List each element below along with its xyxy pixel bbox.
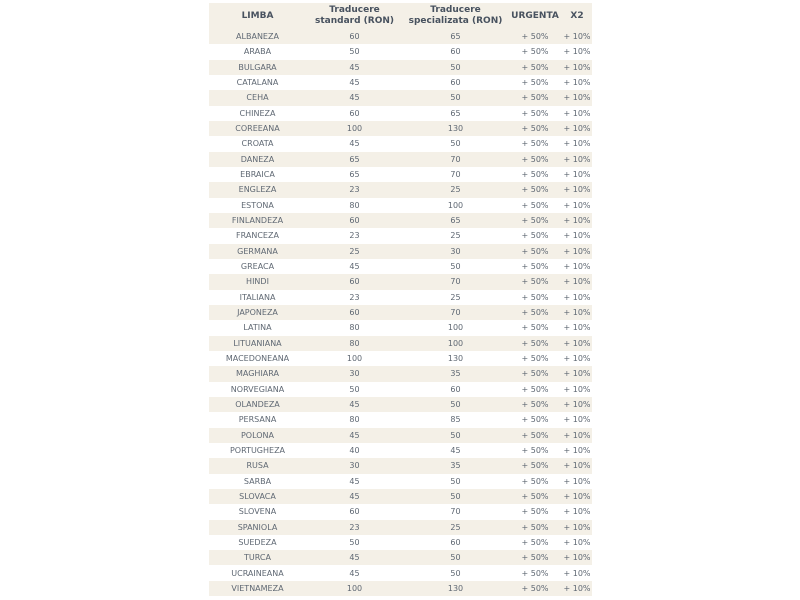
cell-urgent: + 50%	[508, 60, 562, 75]
cell-urgent: + 50%	[508, 244, 562, 259]
cell-x2: + 10%	[562, 351, 592, 366]
cell-specialized-price: 130	[403, 581, 508, 596]
cell-standard-price: 80	[306, 412, 403, 427]
cell-language: UCRAINEANA	[209, 565, 306, 580]
table-row	[209, 565, 592, 580]
cell-x2: + 10%	[562, 213, 592, 228]
table-row	[209, 60, 592, 75]
cell-language: HINDI	[209, 274, 306, 289]
cell-urgent: + 50%	[508, 336, 562, 351]
table-body	[209, 29, 592, 596]
cell-x2: + 10%	[562, 90, 592, 105]
cell-x2: + 10%	[562, 152, 592, 167]
cell-standard-price: 65	[306, 167, 403, 182]
cell-specialized-price: 100	[403, 198, 508, 213]
cell-specialized-price: 25	[403, 228, 508, 243]
table-row	[209, 259, 592, 274]
cell-language: EBRAICA	[209, 167, 306, 182]
cell-urgent: + 50%	[508, 29, 562, 44]
cell-specialized-price: 35	[403, 458, 508, 473]
table-row	[209, 136, 592, 151]
table-row	[209, 336, 592, 351]
header-language-label: LIMBA	[241, 10, 274, 21]
cell-urgent: + 50%	[508, 397, 562, 412]
cell-urgent: + 50%	[508, 305, 562, 320]
cell-specialized-price: 35	[403, 366, 508, 381]
table-row	[209, 182, 592, 197]
cell-specialized-price: 100	[403, 336, 508, 351]
table-row	[209, 152, 592, 167]
cell-urgent: + 50%	[508, 412, 562, 427]
cell-language: CROATA	[209, 136, 306, 151]
cell-specialized-price: 85	[403, 412, 508, 427]
table-row	[209, 443, 592, 458]
cell-specialized-price: 50	[403, 428, 508, 443]
table-row	[209, 228, 592, 243]
cell-urgent: + 50%	[508, 136, 562, 151]
cell-specialized-price: 50	[403, 259, 508, 274]
cell-specialized-price: 25	[403, 520, 508, 535]
cell-specialized-price: 70	[403, 167, 508, 182]
cell-standard-price: 45	[306, 428, 403, 443]
cell-standard-price: 45	[306, 60, 403, 75]
cell-urgent: + 50%	[508, 489, 562, 504]
cell-standard-price: 80	[306, 198, 403, 213]
cell-standard-price: 45	[306, 550, 403, 565]
cell-specialized-price: 65	[403, 29, 508, 44]
table-row	[209, 520, 592, 535]
table-row	[209, 351, 592, 366]
cell-x2: + 10%	[562, 320, 592, 335]
table-row	[209, 305, 592, 320]
table-row	[209, 489, 592, 504]
header-specialized-line2: specializata (RON)	[408, 16, 503, 26]
header-urgent-label: URGENTA	[511, 10, 559, 21]
cell-language: ARABA	[209, 44, 306, 59]
cell-language: GERMANA	[209, 244, 306, 259]
cell-specialized-price: 25	[403, 182, 508, 197]
cell-standard-price: 30	[306, 366, 403, 381]
header-specialized-line1: Traducere	[430, 5, 481, 15]
cell-x2: + 10%	[562, 198, 592, 213]
cell-language: NORVEGIANA	[209, 382, 306, 397]
cell-language: OLANDEZA	[209, 397, 306, 412]
cell-standard-price: 23	[306, 520, 403, 535]
cell-specialized-price: 50	[403, 474, 508, 489]
cell-x2: + 10%	[562, 259, 592, 274]
cell-specialized-price: 65	[403, 213, 508, 228]
cell-x2: + 10%	[562, 336, 592, 351]
table-row	[209, 75, 592, 90]
cell-x2: + 10%	[562, 535, 592, 550]
cell-x2: + 10%	[562, 581, 592, 596]
cell-specialized-price: 100	[403, 320, 508, 335]
cell-specialized-price: 70	[403, 274, 508, 289]
cell-x2: + 10%	[562, 550, 592, 565]
cell-language: SARBA	[209, 474, 306, 489]
cell-x2: + 10%	[562, 106, 592, 121]
table-row	[209, 44, 592, 59]
cell-standard-price: 45	[306, 136, 403, 151]
cell-urgent: + 50%	[508, 121, 562, 136]
cell-urgent: + 50%	[508, 228, 562, 243]
table-row	[209, 382, 592, 397]
table-row	[209, 90, 592, 105]
cell-specialized-price: 70	[403, 152, 508, 167]
table-row	[209, 213, 592, 228]
cell-standard-price: 100	[306, 121, 403, 136]
cell-standard-price: 60	[306, 213, 403, 228]
price-table	[209, 3, 592, 596]
cell-x2: + 10%	[562, 290, 592, 305]
cell-standard-price: 45	[306, 75, 403, 90]
cell-specialized-price: 60	[403, 75, 508, 90]
table-row	[209, 121, 592, 136]
table-row	[209, 397, 592, 412]
header-x2	[562, 3, 592, 29]
cell-specialized-price: 130	[403, 351, 508, 366]
cell-language: PERSANA	[209, 412, 306, 427]
cell-urgent: + 50%	[508, 565, 562, 580]
cell-language: SLOVACA	[209, 489, 306, 504]
cell-language: PORTUGHEZA	[209, 443, 306, 458]
cell-language: MACEDONEANA	[209, 351, 306, 366]
cell-language: ESTONA	[209, 198, 306, 213]
cell-x2: + 10%	[562, 474, 592, 489]
cell-standard-price: 60	[306, 274, 403, 289]
header-specialized	[403, 3, 508, 29]
table-row	[209, 458, 592, 473]
table-header	[209, 3, 592, 29]
cell-language: GREACA	[209, 259, 306, 274]
cell-specialized-price: 50	[403, 90, 508, 105]
cell-standard-price: 45	[306, 565, 403, 580]
cell-urgent: + 50%	[508, 182, 562, 197]
cell-specialized-price: 50	[403, 136, 508, 151]
cell-specialized-price: 50	[403, 489, 508, 504]
cell-x2: + 10%	[562, 565, 592, 580]
header-language	[209, 3, 306, 29]
cell-language: FINLANDEZA	[209, 213, 306, 228]
cell-x2: + 10%	[562, 366, 592, 381]
cell-x2: + 10%	[562, 167, 592, 182]
table-row	[209, 290, 592, 305]
cell-specialized-price: 25	[403, 290, 508, 305]
cell-urgent: + 50%	[508, 458, 562, 473]
cell-specialized-price: 50	[403, 60, 508, 75]
cell-urgent: + 50%	[508, 581, 562, 596]
cell-standard-price: 23	[306, 182, 403, 197]
header-standard-line2: standard (RON)	[314, 16, 394, 26]
cell-x2: + 10%	[562, 412, 592, 427]
cell-x2: + 10%	[562, 29, 592, 44]
cell-language: BULGARA	[209, 60, 306, 75]
cell-language: LATINA	[209, 320, 306, 335]
cell-specialized-price: 50	[403, 565, 508, 580]
table-row	[209, 198, 592, 213]
cell-urgent: + 50%	[508, 198, 562, 213]
cell-x2: + 10%	[562, 136, 592, 151]
cell-specialized-price: 70	[403, 504, 508, 519]
cell-language: ENGLEZA	[209, 182, 306, 197]
cell-urgent: + 50%	[508, 75, 562, 90]
table-row	[209, 320, 592, 335]
cell-x2: + 10%	[562, 44, 592, 59]
cell-language: MAGHIARA	[209, 366, 306, 381]
cell-x2: + 10%	[562, 274, 592, 289]
cell-x2: + 10%	[562, 397, 592, 412]
cell-standard-price: 30	[306, 458, 403, 473]
cell-specialized-price: 30	[403, 244, 508, 259]
header-standard-line1: Traducere	[329, 5, 380, 15]
cell-x2: + 10%	[562, 60, 592, 75]
cell-x2: + 10%	[562, 443, 592, 458]
table-row	[209, 581, 592, 596]
table-row	[209, 550, 592, 565]
cell-urgent: + 50%	[508, 474, 562, 489]
cell-specialized-price: 45	[403, 443, 508, 458]
cell-language: TURCA	[209, 550, 306, 565]
header-row	[209, 3, 592, 29]
table-row	[209, 474, 592, 489]
cell-standard-price: 25	[306, 244, 403, 259]
cell-specialized-price: 60	[403, 535, 508, 550]
cell-x2: + 10%	[562, 228, 592, 243]
cell-standard-price: 80	[306, 320, 403, 335]
cell-language: POLONA	[209, 428, 306, 443]
table-row	[209, 366, 592, 381]
cell-standard-price: 40	[306, 443, 403, 458]
cell-urgent: + 50%	[508, 520, 562, 535]
cell-specialized-price: 70	[403, 305, 508, 320]
cell-urgent: + 50%	[508, 550, 562, 565]
table-row	[209, 244, 592, 259]
cell-specialized-price: 60	[403, 382, 508, 397]
cell-standard-price: 45	[306, 259, 403, 274]
cell-x2: + 10%	[562, 382, 592, 397]
cell-language: CEHA	[209, 90, 306, 105]
cell-urgent: + 50%	[508, 213, 562, 228]
cell-standard-price: 45	[306, 474, 403, 489]
cell-urgent: + 50%	[508, 259, 562, 274]
cell-standard-price: 100	[306, 581, 403, 596]
cell-x2: + 10%	[562, 121, 592, 136]
cell-standard-price: 100	[306, 351, 403, 366]
header-standard	[306, 3, 403, 29]
cell-urgent: + 50%	[508, 504, 562, 519]
cell-standard-price: 60	[306, 305, 403, 320]
cell-standard-price: 50	[306, 44, 403, 59]
cell-x2: + 10%	[562, 489, 592, 504]
cell-urgent: + 50%	[508, 443, 562, 458]
cell-language: LITUANIANA	[209, 336, 306, 351]
cell-x2: + 10%	[562, 504, 592, 519]
cell-specialized-price: 130	[403, 121, 508, 136]
cell-specialized-price: 50	[403, 550, 508, 565]
cell-language: DANEZA	[209, 152, 306, 167]
table-row	[209, 29, 592, 44]
cell-language: JAPONEZA	[209, 305, 306, 320]
cell-urgent: + 50%	[508, 290, 562, 305]
table-row	[209, 167, 592, 182]
cell-x2: + 10%	[562, 244, 592, 259]
cell-standard-price: 60	[306, 504, 403, 519]
cell-urgent: + 50%	[508, 382, 562, 397]
cell-language: ITALIANA	[209, 290, 306, 305]
cell-urgent: + 50%	[508, 106, 562, 121]
cell-x2: + 10%	[562, 75, 592, 90]
table-row	[209, 428, 592, 443]
cell-language: SUEDEZA	[209, 535, 306, 550]
cell-language: VIETNAMEZA	[209, 581, 306, 596]
header-urgent	[508, 3, 562, 29]
cell-x2: + 10%	[562, 305, 592, 320]
table-row	[209, 535, 592, 550]
table-row	[209, 274, 592, 289]
cell-urgent: + 50%	[508, 366, 562, 381]
cell-x2: + 10%	[562, 428, 592, 443]
cell-x2: + 10%	[562, 458, 592, 473]
cell-standard-price: 60	[306, 106, 403, 121]
table-row	[209, 504, 592, 519]
cell-language: FRANCEZA	[209, 228, 306, 243]
cell-language: ALBANEZA	[209, 29, 306, 44]
cell-x2: + 10%	[562, 520, 592, 535]
cell-standard-price: 80	[306, 336, 403, 351]
cell-standard-price: 23	[306, 290, 403, 305]
cell-specialized-price: 50	[403, 397, 508, 412]
cell-standard-price: 50	[306, 535, 403, 550]
cell-urgent: + 50%	[508, 320, 562, 335]
cell-specialized-price: 65	[403, 106, 508, 121]
cell-specialized-price: 60	[403, 44, 508, 59]
cell-x2: + 10%	[562, 182, 592, 197]
cell-standard-price: 45	[306, 90, 403, 105]
cell-standard-price: 45	[306, 397, 403, 412]
cell-language: CHINEZA	[209, 106, 306, 121]
cell-language: SLOVENA	[209, 504, 306, 519]
cell-urgent: + 50%	[508, 274, 562, 289]
cell-language: RUSA	[209, 458, 306, 473]
cell-urgent: + 50%	[508, 44, 562, 59]
cell-standard-price: 60	[306, 29, 403, 44]
table-row	[209, 106, 592, 121]
cell-standard-price: 45	[306, 489, 403, 504]
cell-language: SPANIOLA	[209, 520, 306, 535]
table-row	[209, 412, 592, 427]
cell-language: CATALANA	[209, 75, 306, 90]
cell-standard-price: 65	[306, 152, 403, 167]
cell-standard-price: 50	[306, 382, 403, 397]
cell-standard-price: 23	[306, 228, 403, 243]
cell-language: COREEANA	[209, 121, 306, 136]
cell-urgent: + 50%	[508, 167, 562, 182]
cell-urgent: + 50%	[508, 428, 562, 443]
header-x2-label: X2	[570, 10, 584, 21]
cell-urgent: + 50%	[508, 535, 562, 550]
cell-urgent: + 50%	[508, 90, 562, 105]
cell-urgent: + 50%	[508, 152, 562, 167]
cell-urgent: + 50%	[508, 351, 562, 366]
